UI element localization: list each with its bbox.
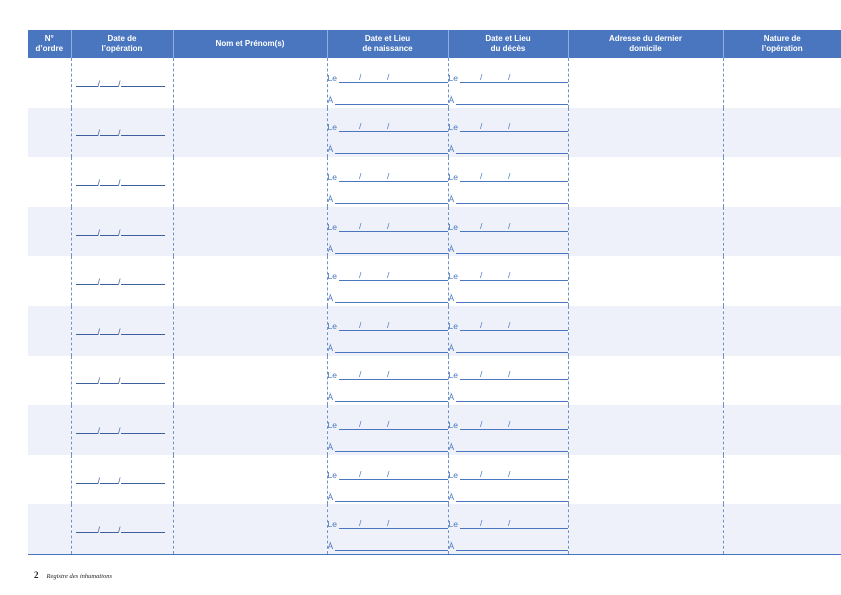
death-date-line[interactable]: Le / / [449,110,568,132]
full-name-cell[interactable] [173,256,327,306]
full-name-cell[interactable] [173,108,327,158]
birth-place-line[interactable]: À [328,331,448,353]
page-title: Registre des inhumations [46,573,112,580]
operation-date-field[interactable]: / / [72,128,165,138]
header-last-address: Adresse du dernier domicile [568,30,723,58]
death-date-line[interactable]: Le / / [449,408,568,430]
register-row [28,157,841,207]
death-date-line[interactable]: Le / / [449,507,568,529]
full-name-cell[interactable] [173,58,327,108]
order-number-cell[interactable] [28,356,71,406]
register-table [28,30,841,555]
birth-date-place-cell[interactable] [327,306,448,356]
operation-date-field[interactable]: / / [72,376,165,386]
operation-nature-cell[interactable] [723,256,841,306]
full-name-cell[interactable] [173,207,327,257]
operation-nature-cell[interactable] [723,157,841,207]
register-row [28,108,841,158]
last-address-cell[interactable] [568,306,723,356]
full-name-cell[interactable] [173,157,327,207]
operation-nature-cell[interactable] [723,455,841,505]
birth-date-place-cell[interactable] [327,207,448,257]
birth-date-line[interactable]: Le / / [328,458,448,480]
death-place-line[interactable]: À [449,132,568,154]
last-address-cell[interactable] [568,356,723,406]
birth-date-line[interactable]: Le / / [328,309,448,331]
last-address-cell[interactable] [568,256,723,306]
birth-date-line[interactable]: Le / / [328,259,448,281]
order-number-cell[interactable] [28,207,71,257]
page-number: 2 [34,570,39,580]
death-date-place-cell[interactable] [448,356,568,406]
register-row [28,405,841,455]
operation-date-field[interactable]: / / [72,327,165,337]
death-place-line[interactable]: À [449,480,568,502]
birth-place-line[interactable]: À [328,83,448,105]
register-row [28,256,841,306]
register-row [28,356,841,406]
full-name-cell[interactable] [173,455,327,505]
full-name-cell[interactable] [173,306,327,356]
birth-place-line[interactable]: À [328,529,448,551]
operation-nature-cell[interactable] [723,405,841,455]
register-row [28,58,841,108]
last-address-cell[interactable] [568,405,723,455]
birth-date-line[interactable]: Le / / [328,408,448,430]
death-date-place-cell[interactable] [448,157,568,207]
death-date-line[interactable]: Le / / [449,458,568,480]
birth-date-line[interactable]: Le / / [328,61,448,83]
last-address-cell[interactable] [568,58,723,108]
birth-date-place-cell[interactable] [327,455,448,505]
death-date-line[interactable]: Le / / [449,210,568,232]
operation-date-field[interactable]: / / [72,277,165,287]
operation-nature-cell[interactable] [723,306,841,356]
register-row [28,504,841,554]
order-number-cell[interactable] [28,306,71,356]
order-number-cell[interactable] [28,256,71,306]
order-number-cell[interactable] [28,58,71,108]
header-operation-date: Date de l’opération [71,30,173,58]
death-place-line[interactable]: À [449,331,568,353]
register-rows [28,58,841,554]
operation-nature-cell[interactable] [723,58,841,108]
order-number-cell[interactable] [28,405,71,455]
birth-date-place-cell[interactable] [327,256,448,306]
full-name-cell[interactable] [173,405,327,455]
operation-date-cell[interactable] [71,455,173,505]
death-date-place-cell[interactable] [448,306,568,356]
birth-place-line[interactable]: À [328,281,448,303]
operation-nature-cell[interactable] [723,356,841,406]
death-date-line[interactable]: Le / / [449,259,568,281]
full-name-cell[interactable] [173,356,327,406]
birth-date-place-cell[interactable] [327,356,448,406]
operation-nature-cell[interactable] [723,108,841,158]
operation-date-cell[interactable] [71,504,173,554]
last-address-cell[interactable] [568,157,723,207]
operation-date-cell[interactable] [71,207,173,257]
last-address-cell[interactable] [568,207,723,257]
birth-date-line[interactable]: Le / / [328,358,448,380]
birth-date-line[interactable]: Le / / [328,507,448,529]
death-date-line[interactable]: Le / / [449,61,568,83]
register-row [28,455,841,505]
death-date-place-cell[interactable] [448,256,568,306]
operation-date-cell[interactable] [71,405,173,455]
birth-date-place-cell[interactable] [327,58,448,108]
operation-date-cell[interactable] [71,157,173,207]
birth-place-line[interactable]: À [328,480,448,502]
birth-date-line[interactable]: Le / / [328,110,448,132]
birth-place-line[interactable]: À [328,430,448,452]
order-number-cell[interactable] [28,455,71,505]
header-birth-date-place: Date et Lieu de naissance [327,30,448,58]
death-date-line[interactable]: Le / / [449,358,568,380]
order-number-cell[interactable] [28,157,71,207]
header-death-date-place: Date et Lieu du décès [448,30,568,58]
header-operation-nature: Nature de l’opération [723,30,841,58]
death-date-place-cell[interactable] [448,58,568,108]
order-number-cell[interactable] [28,108,71,158]
operation-date-cell[interactable] [71,356,173,406]
header-order-number: N° d’ordre [28,30,71,58]
death-date-place-cell[interactable] [448,504,568,554]
death-place-line[interactable]: À [449,430,568,452]
birth-date-place-cell[interactable] [327,157,448,207]
birth-date-line[interactable]: Le / / [328,210,448,232]
death-place-line[interactable]: À [449,380,568,402]
register-row [28,306,841,356]
operation-date-field[interactable]: / / [72,525,165,535]
death-date-line[interactable]: Le / / [449,309,568,331]
last-address-cell[interactable] [568,504,723,554]
birth-place-line[interactable]: À [328,182,448,204]
last-address-cell[interactable] [568,108,723,158]
birth-date-place-cell[interactable] [327,108,448,158]
birth-date-place-cell[interactable] [327,405,448,455]
operation-date-field[interactable]: / / [72,426,165,436]
order-number-cell[interactable] [28,504,71,554]
header-row [28,30,841,58]
operation-date-field[interactable]: / / [72,228,165,238]
full-name-cell[interactable] [173,504,327,554]
birth-date-line[interactable]: Le / / [328,160,448,182]
death-place-line[interactable]: À [449,182,568,204]
header-full-name: Nom et Prénom(s) [173,30,327,58]
birth-date-place-cell[interactable] [327,504,448,554]
death-place-line[interactable]: À [449,83,568,105]
death-place-line[interactable]: À [449,281,568,303]
register-row [28,207,841,257]
operation-date-cell[interactable] [71,108,173,158]
operation-date-field[interactable]: / / [72,178,165,188]
page-footer [34,565,112,583]
operation-date-cell[interactable] [71,306,173,356]
birth-place-line[interactable]: À [328,380,448,402]
operation-date-field[interactable]: / / [72,79,165,89]
death-place-line[interactable]: À [449,529,568,551]
register-page [28,30,841,555]
operation-date-cell[interactable] [71,256,173,306]
last-address-cell[interactable] [568,455,723,505]
death-date-place-cell[interactable] [448,455,568,505]
operation-date-cell[interactable] [71,58,173,108]
death-date-place-cell[interactable] [448,405,568,455]
death-date-place-cell[interactable] [448,207,568,257]
operation-nature-cell[interactable] [723,207,841,257]
death-place-line[interactable]: À [449,232,568,254]
death-date-line[interactable]: Le / / [449,160,568,182]
operation-date-field[interactable]: / / [72,476,165,486]
birth-place-line[interactable]: À [328,232,448,254]
operation-nature-cell[interactable] [723,504,841,554]
birth-place-line[interactable]: À [328,132,448,154]
death-date-place-cell[interactable] [448,108,568,158]
